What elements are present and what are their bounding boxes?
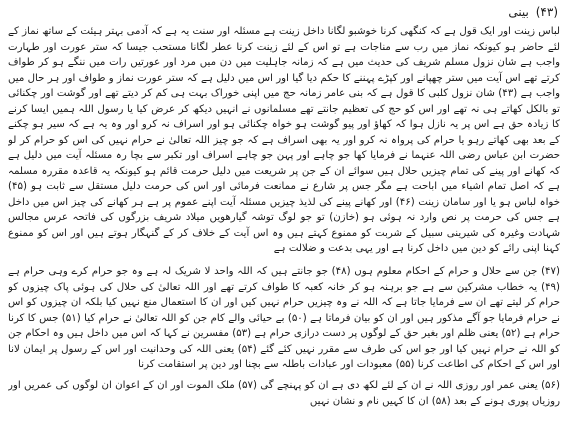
commentary-paragraph: (۴۷) جن سے حلال و حرام کے احکام معلوم ہوں (۴۸) جو جانتے ہیں کہ اللہ واحد لا شریک لہ ہے وہ جو حرام کرے وہی حرام ہے (۴۹) یہ خطاب مشرکین سے ہے جو برہنہ ہو کر خانہ کعبہ کا طواف کرتے تھے اور اللہ تعالیٰ کی حلال کی ہوئی پاک چیزوں کو حرام کر لیتے تھے ان سے فرمایا جاتا ہے کہ اللہ نے وہ چیزیں حرام نہیں کیں اور ان کا استعمال منع نہیں کیا بلکہ ان چیزوں کو اس نے حرام فرمایا جو آگے مذکور ہیں اور ان کو بیان فرماتا ہے (۵۰) بے حیائی والے کام جن کو اللہ تعالیٰ نے حرام کیا (۵۱) جس کا کرنا حرام ہے (۵۲) یعنی ظلم اور بغیر حق کے لوگوں پر دست درازی حرام ہے (۵۳) مفسرین نے کہا کہ اس میں داخل ہیں وہ احکام جن کو اللہ نے حرام نہیں کیا اور جو اس کی طرف سے مقرر نہیں کئے گئے (۵۴) یعنی اللہ کی وحدانیت اور اس کے رسول پر ایمان لانا اور اس کے احکام کی اطاعت کرنا (۵۵) معبودات اور عبادات باطلہ سے بچنا اور دین پر استقامت کرنا [8, 266, 560, 370]
commentary-paragraph: (۵۶) یعنی عمر اور روزی اللہ نے ان کے لئے لکھ دی ہے ان کو پہنچے گی (۵۷) ملک الموت اور ان کے اعوان ان لوگوں کی عمریں اور روزیاں پوری ہونے کے بعد (۵۸) ان کا کہیں نام و نشان نہیں [8, 380, 560, 407]
page-label: بینی [508, 5, 529, 19]
commentary-paragraph: لباس زینت اور ایک قول ہے کہ کنگھی کرنا خوشبو لگانا داخل زینت ہے مسئلہ اور سنت یہ ہے کہ آدمی بہتر ہیئت کے ساتھ نماز کے لئے حاضر ہو کیونکہ نماز میں رب سے مناجات ہے تو اس کے لئے زینت کرنا عطر لگانا مستحب جیسا کہ ستر عورت اور طہارت واجب ہے شان نزول مسلم شریف کی حدیث میں ہے کہ زمانہ جاہلیت میں دن میں مرد اور عورتیں رات میں ننگے ہو کر طواف کرتے تھے اس آیت میں ستر چھپانے اور کپڑے پہننے کا حکم دیا گیا اور اس میں دلیل ہے کہ ستر عورت نماز و طواف اور ہر حال میں واجب ہے (۴۳) شان نزول کلبی کا قول ہے کہ بنی عامر زمانہ حج میں اپنی خوراک بہت ہی کم کر دیتے تھے اور گوشت اور چکنائی تو بالکل کھاتے ہی نہ تھے اور اس کو حج کی تعظیم جانتے تھے مسلمانوں نے انہیں دیکھ کر عرض کیا یا رسول اللہ ہمیں ایسا کرنے کا زیادہ حق ہے اس پر یہ نازل ہوا کہ کھاؤ اور پیو گوشت ہو خواہ چکنائی ہو اور اسراف نہ کرو اور وہ یہ ہے کہ سیر ہو چکنے کے بعد بھی کھاتے رہو یا حرام کی پرواہ نہ کرو اور یہ بھی اسراف ہے کہ جو چیز اللہ تعالیٰ نے حرام نہیں کی اس کو حرام کر لو حضرت ابن عباس رضی اللہ عنہما نے فرمایا کھا جو چاہے اور پہن جو چاہے اسراف اور تکبر سے بچا رہ مسئلہ آیت میں دلیل ہے کہ کھانے اور پینے کی تمام چیزیں حلال ہیں سوائے ان کے جن پر شریعت میں دلیل حرمت قائم ہو کیونکہ یہ قاعدہ مقررہ مسلمہ ہے کہ اصل تمام اشیاء میں اباحت ہے مگر جس پر شارع نے ممانعت فرمائی اور اس کی حرمت دلیل مستقل سے ثابت ہو (۴۵) خواہ لباس ہو یا اور سامان زینت (۴۶) اور کھانے پینے کی لذیذ چیزیں مسئلہ آیت اپنے عموم پر ہے ہر کھانے کی چیز اس میں داخل ہے جس کی حرمت پر نص وارد نہ ہوئی ہو (خازن) تو جو لوگ توشہ گیارھویں میلاد شریف بزرگوں کی فاتحہ عرس مجالس شہادت وغیرہ کی شیرینی سبیل کے شربت کو ممنوع کہتے ہیں وہ اس آیت کے خلاف کر کے گنہگار ہوتے ہیں اور اس کو ممنوع کہنا اپنی رائے کو دین میں داخل کرنا ہے اور یہی بدعت و ضلالت ہے [8, 26, 560, 254]
paragraph-gap [8, 256, 560, 264]
paragraph-gap [8, 370, 560, 378]
page-number: (۴۳) [535, 5, 558, 19]
page-header [8, 4, 560, 20]
